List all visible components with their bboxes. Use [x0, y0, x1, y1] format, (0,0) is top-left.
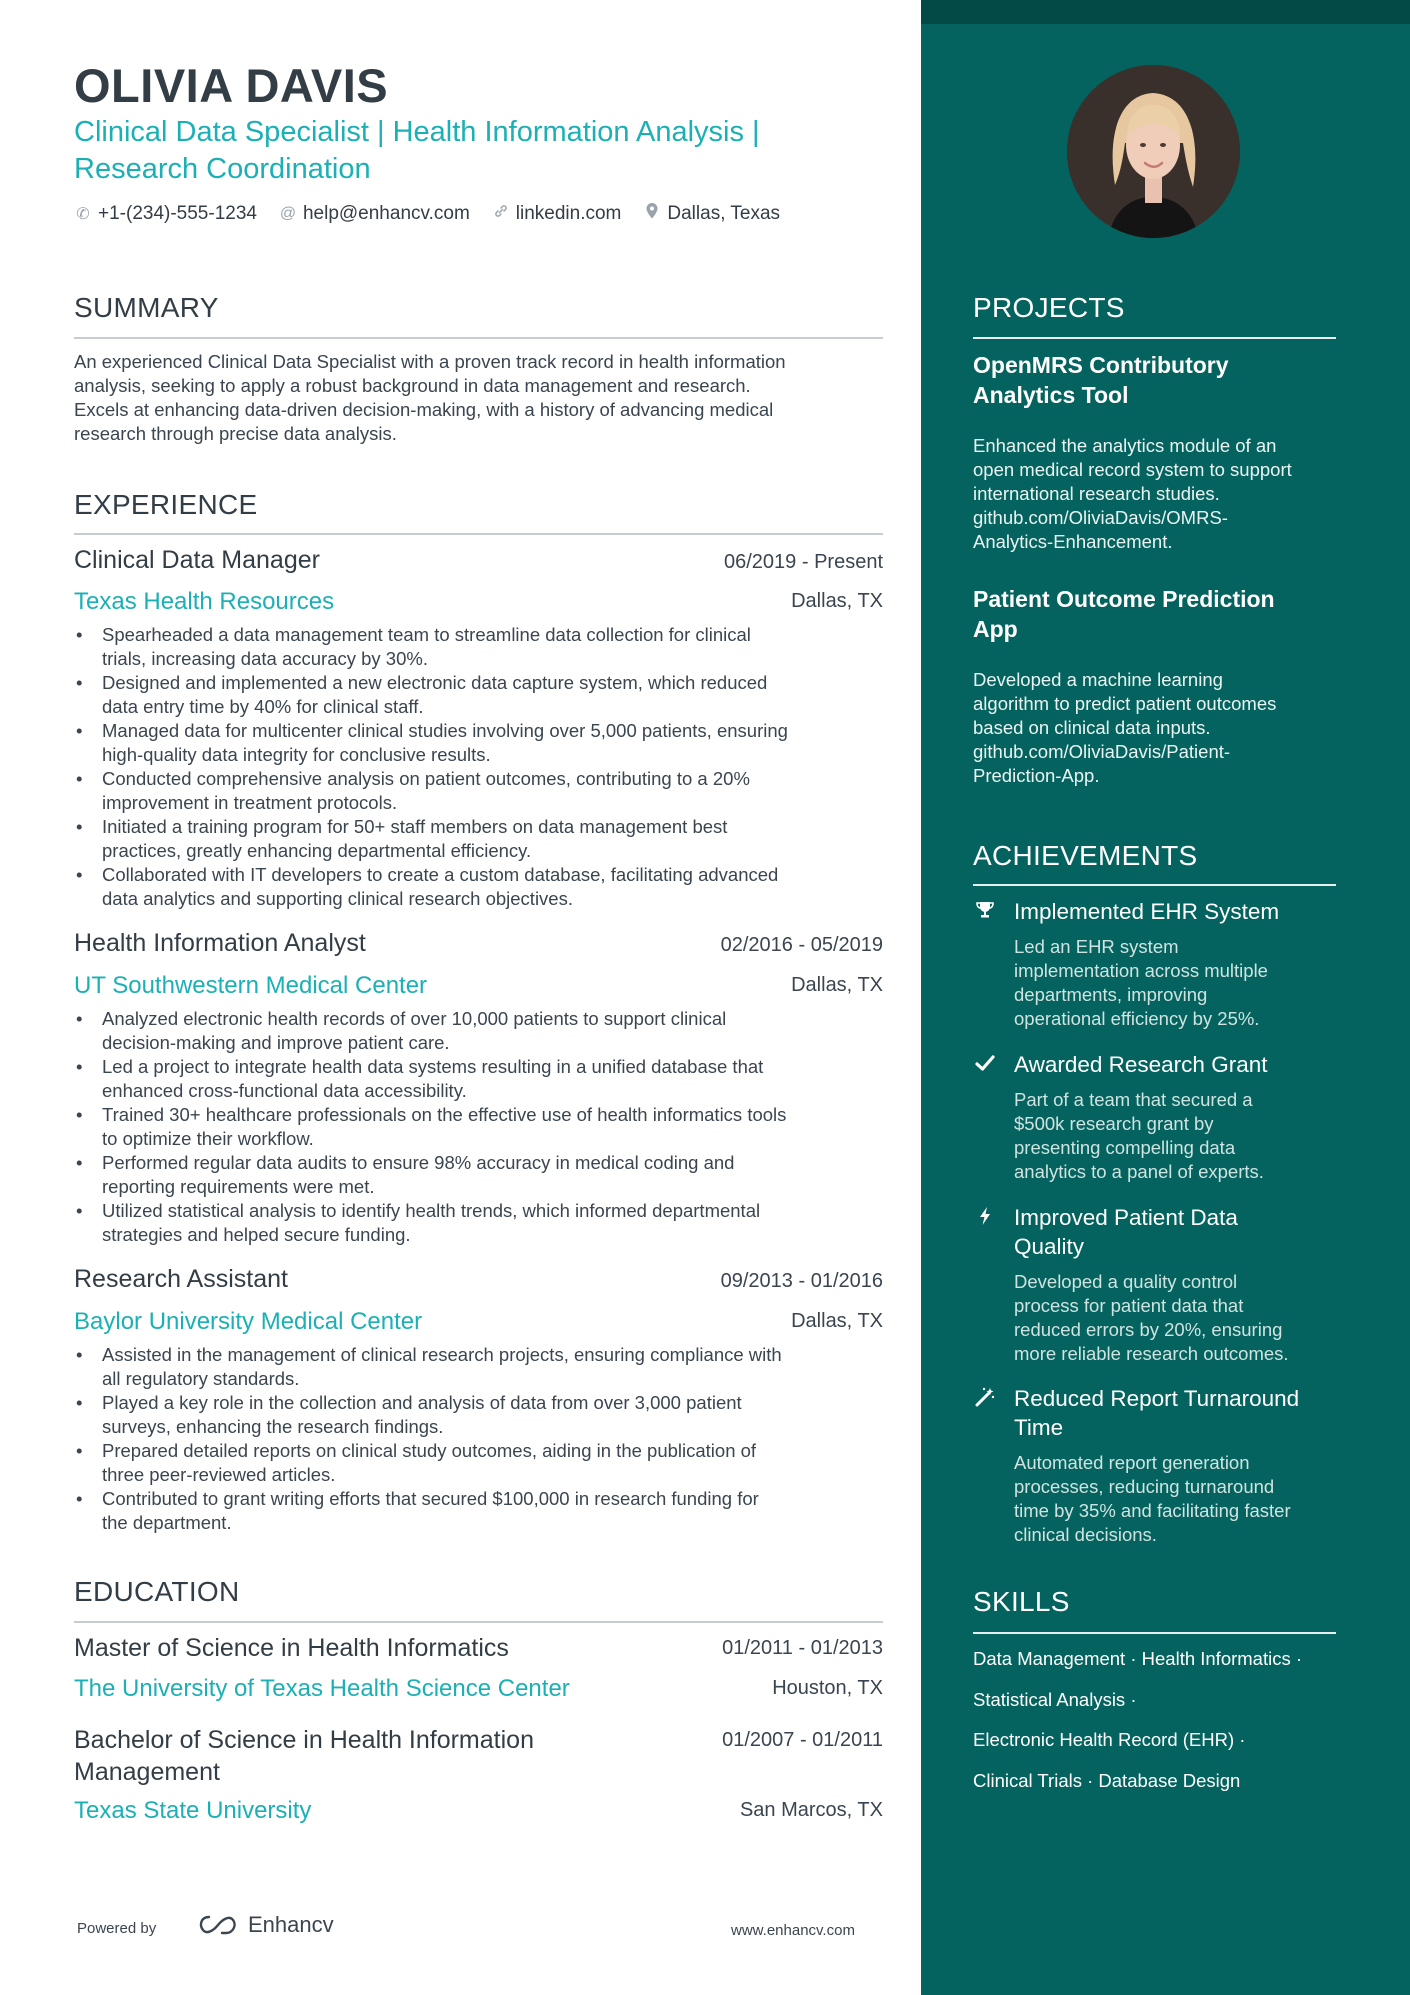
education-location: San Marcos, TX — [739, 1799, 883, 1821]
enhancv-logo-icon — [196, 1913, 240, 1937]
job-date: 02/2016 - 05/2019 — [720, 934, 883, 956]
list-item: • Spearheaded a data management team to streamline data collection for clinical trials, increasing data accuracy by 30%. — [74, 623, 886, 671]
education-title: EDUCATION — [74, 1576, 240, 1607]
achievements-title: ACHIEVEMENTS — [973, 840, 1198, 871]
job-date: 09/2013 - 01/2016 — [720, 1270, 883, 1292]
email-text: help@enhancv.com — [302, 202, 470, 224]
projects-title: PROJECTS — [973, 292, 1125, 323]
job-title: Research Assistant — [74, 1265, 288, 1293]
list-item: • Contributed to grant writing efforts that secured $100,000 in research funding for the department. — [74, 1487, 886, 1535]
list-item: • Led a project to integrate health data systems resulting in a unified database that enhanced cross-functional data accessibility. — [74, 1055, 886, 1103]
linkedin-text: linkedin.com — [515, 202, 622, 224]
contact-location — [643, 202, 780, 225]
achievement-description: Developed a quality control process for patient data that reduced errors by 20%, ensuring more reliable research outcomes. — [1014, 1271, 1289, 1364]
education-divider — [74, 1621, 883, 1623]
link-icon — [492, 203, 510, 224]
powered-by-label: Powered by — [77, 1920, 157, 1937]
job-bullets — [74, 623, 886, 911]
contact-linkedin[interactable] — [492, 202, 622, 225]
job-company: Baylor University Medical Center — [74, 1308, 423, 1335]
skills-title: SKILLS — [973, 1586, 1070, 1617]
skills-line: Statistical Analysis · — [973, 1689, 1137, 1710]
education-location: Houston, TX — [772, 1677, 883, 1699]
candidate-name: OLIVIA DAVIS — [74, 59, 389, 112]
job-title: Clinical Data Manager — [74, 546, 320, 574]
summary-line: Excels at enhancing data-driven decision-making, with a history of advancing medical — [74, 399, 774, 420]
job-location: Dallas, TX — [791, 1310, 883, 1332]
location-pin-icon — [643, 202, 661, 225]
achievement-title: Reduced Report Turnaround Time — [1014, 1386, 1300, 1440]
job-location: Dallas, TX — [791, 974, 883, 996]
phone-icon: ✆ — [76, 205, 90, 223]
list-item: • Prepared detailed reports on clinical study outcomes, aiding in the publication of three peer-reviewed articles. — [74, 1439, 886, 1487]
list-item: • Designed and implemented a new electronic data capture system, which reduced data entry time by 40% for clinical staff. — [74, 671, 886, 719]
skills-line: Electronic Health Record (EHR) · — [973, 1729, 1246, 1750]
contact-email[interactable] — [279, 202, 470, 225]
bolt-icon — [973, 1205, 997, 1229]
achievement-title: Implemented EHR System — [1014, 899, 1280, 924]
list-item: • Utilized statistical analysis to identify health trends, which informed departmental strategies and helped secure funding. — [74, 1199, 886, 1247]
achievement-description: Automated report generation processes, reducing turnaround time by 35% and facilitating faster clinical decisions. — [1014, 1452, 1291, 1545]
list-item: • Initiated a training program for 50+ staff members on data management best practices, greatly enhancing departmental efficiency. — [74, 815, 886, 863]
sidebar-top-bar — [921, 0, 1410, 24]
list-item: • Conducted comprehensive analysis on patient outcomes, contributing to a 20% improvement in treatment protocols. — [74, 767, 886, 815]
education-date: 01/2007 - 01/2011 — [722, 1729, 883, 1751]
list-item: • Performed regular data audits to ensure 98% accuracy in medical coding and reporting requirements were met. — [74, 1151, 886, 1199]
portrait-illustration — [1067, 65, 1240, 238]
education-degree: Bachelor of Science in Health Information Management — [74, 1726, 534, 1786]
experience-divider — [74, 533, 883, 535]
contact-info — [74, 202, 802, 225]
list-item: • Collaborated with IT developers to create a custom database, facilitating advanced data analytics and supporting clinical research objectives. — [74, 863, 886, 911]
job-location: Dallas, TX — [791, 590, 883, 612]
project-description: Enhanced the analytics module of an open medical record system to support international research studies. github.com/OliviaDavis/OMRS- Analytics-Enhancement. — [973, 435, 1292, 552]
achievement-title: Improved Patient Data Quality — [1014, 1205, 1238, 1259]
skills-line: Data Management · Health Informatics · — [973, 1648, 1303, 1669]
projects-divider — [973, 337, 1336, 339]
trophy-icon — [973, 899, 997, 923]
headline — [74, 114, 864, 188]
check-icon — [973, 1052, 997, 1076]
skills-line: Clinical Trials · Database Design — [973, 1770, 1241, 1791]
headline-line: Clinical Data Specialist | Health Information Analysis | — [74, 116, 760, 148]
summary-title: SUMMARY — [74, 292, 219, 323]
enhancv-logo[interactable] — [196, 1912, 334, 1938]
footer-url[interactable]: www.enhancv.com — [731, 1922, 855, 1939]
profile-photo — [1067, 65, 1240, 238]
at-icon: @ — [279, 204, 297, 222]
job-bullets — [74, 1007, 886, 1247]
project-description: Developed a machine learning algorithm to predict patient outcomes based on clinical data inputs. github.com/OliviaDavis/Patient- Prediction-App. — [973, 669, 1277, 786]
location-text: Dallas, Texas — [667, 202, 781, 224]
summary-divider — [74, 337, 883, 339]
brand-name: Enhancv — [248, 1912, 334, 1937]
summary-line: An experienced Clinical Data Specialist with a proven track record in health information — [74, 351, 786, 372]
summary-line: research through precise data analysis. — [74, 423, 397, 444]
phone-text: +1-(234)-555-1234 — [98, 202, 257, 224]
job-company: Texas Health Resources — [74, 588, 335, 615]
education-date: 01/2011 - 01/2013 — [722, 1637, 883, 1659]
project-title: Patient Outcome Prediction App — [973, 586, 1275, 642]
contact-phone[interactable] — [74, 202, 257, 225]
achievement-description: Part of a team that secured a $500k research grant by presenting compelling data analytics to a panel of experts. — [1014, 1089, 1264, 1182]
list-item: • Analyzed electronic health records of over 10,000 patients to support clinical decision-making and improve patient care. — [74, 1007, 886, 1055]
list-item: • Trained 30+ healthcare professionals on the effective use of health informatics tools to optimize their workflow. — [74, 1103, 886, 1151]
education-school: Texas State University — [74, 1797, 312, 1824]
headline-line: Research Coordination — [74, 153, 371, 185]
job-title: Health Information Analyst — [74, 929, 366, 957]
experience-title: EXPERIENCE — [74, 489, 258, 520]
job-bullets — [74, 1343, 886, 1535]
summary-line: analysis, seeking to apply a robust background in data management and research. — [74, 375, 751, 396]
achievement-title: Awarded Research Grant — [1014, 1052, 1268, 1077]
skills-divider — [973, 1632, 1336, 1634]
achievements-divider — [973, 884, 1336, 886]
project-title: OpenMRS Contributory Analytics Tool — [973, 352, 1229, 408]
education-school: The University of Texas Health Science Center — [74, 1675, 570, 1702]
education-degree: Master of Science in Health Informatics — [74, 1634, 509, 1662]
job-company: UT Southwestern Medical Center — [74, 972, 428, 999]
job-date: 06/2019 - Present — [724, 551, 883, 573]
summary-text — [74, 350, 883, 446]
list-item: • Assisted in the management of clinical research projects, ensuring compliance with all regulatory standards. — [74, 1343, 886, 1391]
achievement-description: Led an EHR system implementation across multiple departments, improving operational efficiency by 25%. — [1014, 936, 1268, 1029]
list-item: • Played a key role in the collection and analysis of data from over 3,000 patient surveys, enhancing the research findings. — [74, 1391, 886, 1439]
magic-wand-icon — [973, 1386, 997, 1410]
list-item: • Managed data for multicenter clinical studies involving over 5,000 patients, ensuring high-quality data integrity for conclusive results. — [74, 719, 886, 767]
